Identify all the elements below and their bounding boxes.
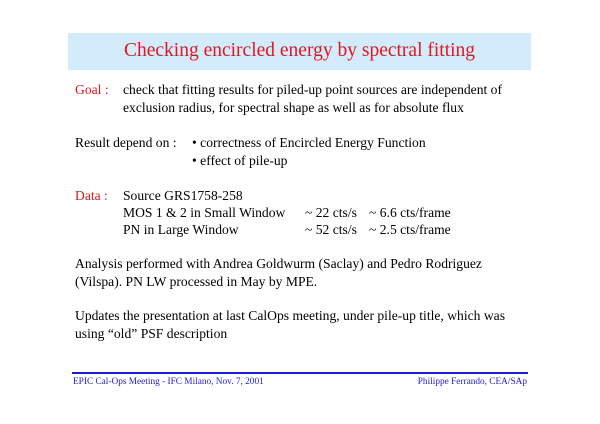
analysis-line: (Vilspa). PN LW processed in May by MPE.: [75, 274, 318, 289]
data-source: Source GRS1758-258: [123, 188, 243, 203]
footer-right: Philippe Ferrando, CEA/SAp: [417, 377, 527, 387]
title-banner: [68, 33, 531, 70]
data-row-frame: ~ 6.6 cts/frame: [369, 205, 451, 220]
data-row-name: MOS 1 & 2 in Small Window: [123, 205, 286, 220]
goal-label: Goal :: [75, 82, 109, 97]
goal-line: check that fitting results for piled-up point sources are independent of: [123, 82, 502, 97]
footer-divider: [72, 372, 528, 374]
goal-line: exclusion radius, for spectral shape as well as for absolute flux: [123, 100, 464, 115]
updates-line: Updates the presentation at last CalOps meeting, under pile-up title, which was: [75, 308, 505, 323]
analysis-line: Analysis performed with Andrea Goldwurm (Saclay) and Pedro Rodriguez: [75, 256, 482, 271]
footer-left: EPIC Cal-Ops Meeting - IFC Milano, Nov. 7, 2001: [73, 377, 264, 387]
data-label: Data :: [75, 188, 108, 203]
data-row-name: PN in Large Window: [123, 222, 239, 237]
slide-title: Checking encircled energy by spectral fitting: [123, 40, 476, 61]
data-row-frame: ~ 2.5 cts/frame: [369, 222, 451, 237]
data-row-rate: ~ 22 cts/s: [305, 205, 357, 220]
data-row-rate: ~ 52 cts/s: [305, 222, 357, 237]
result-bullet: • correctness of Encircled Energy Function: [192, 135, 426, 150]
result-label: Result depend on :: [75, 135, 177, 150]
result-bullet: • effect of pile-up: [192, 153, 288, 168]
updates-line: using “old” PSF description: [75, 326, 228, 341]
